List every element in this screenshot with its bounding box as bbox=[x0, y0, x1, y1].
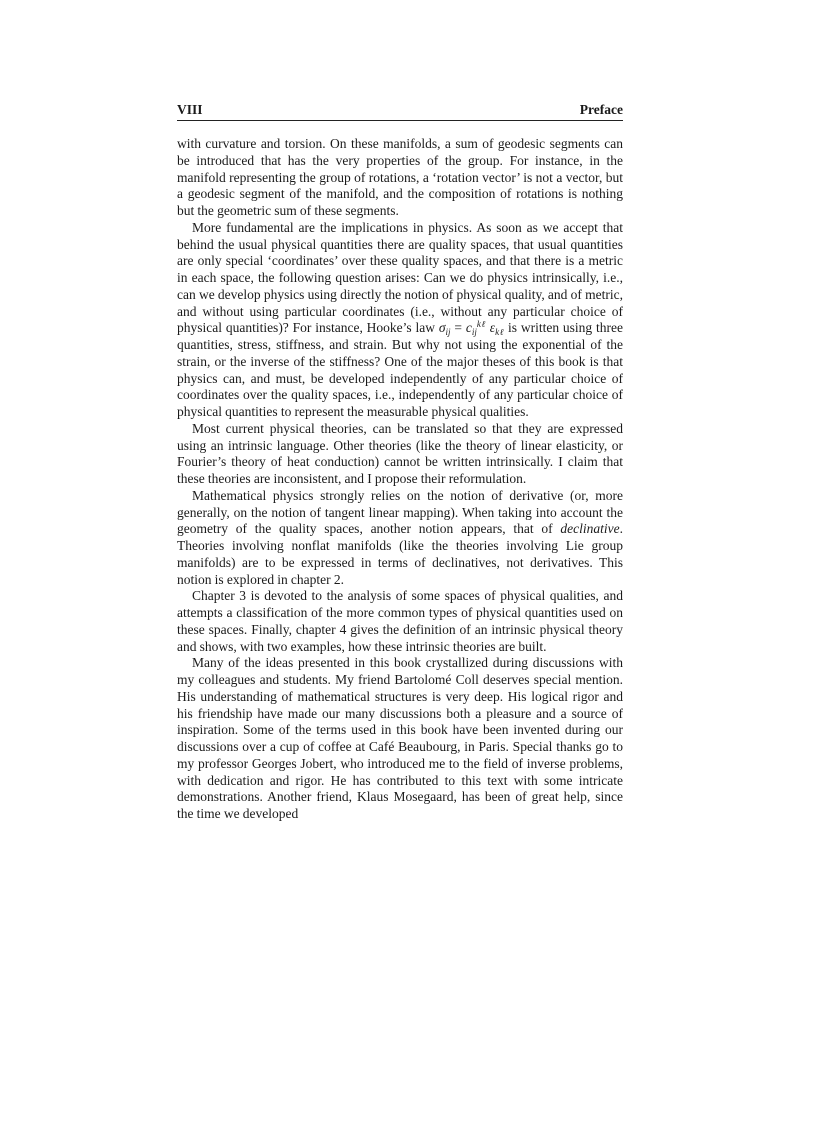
paragraph-4-text-b: . Theories involving nonflat manifolds (like the theories involving Lie group manifolds) are to be expressed in terms of declinatives, not derivatives. This notion is explored in chapter 2. bbox=[177, 521, 623, 587]
formula-c: c bbox=[465, 320, 472, 336]
formula-epsilon: ε bbox=[489, 320, 496, 336]
paragraph-2-text-a: More fundamental are the implications in physics. As soon as we accept that behind the usual physical quantities there are quality spaces, that usual quantities are only special ‘coordinates’ over these quality spaces, and that there is a metric in each space, the following question arises: Can we do physics intrinsically, i.e., can we develop physics using directly the notion of physical quality, and of metric, and without using particular coordinates (i.e., without any particular choice of physical quantities)? For instance, Hooke’s law bbox=[177, 219, 623, 336]
hookes-law-formula bbox=[438, 319, 505, 338]
formula-equals: = bbox=[450, 320, 466, 336]
paragraph-3: Most current physical theories, can be translated so that they are expressed using an intrinsic language. Other theories (like the theory of linear elasticity, or Fourier’s theory of heat conduction) cannot be written intrinsically. I claim that these theories are inconsistent, and I propose their reformulation. bbox=[177, 420, 623, 486]
running-head bbox=[177, 101, 623, 119]
formula-sigma-subscript: ij bbox=[445, 327, 451, 338]
formula-c-subscript: ij bbox=[471, 327, 477, 338]
paragraph-1: with curvature and torsion. On these manifolds, a sum of geodesic segments can be introduced that has the very properties of the group. For instance, in the manifold representing the group of rotations, a ‘rotation vector’ is not a vector, but a geodesic segment of the manifold, and the composition of rotations is nothing but the geometric sum of these segments. bbox=[177, 136, 623, 218]
paragraph-4 bbox=[177, 488, 623, 589]
paragraph-4-text-a: Mathematical physics strongly relies on the notion of derivative (or, more generally, on the notion of tangent linear mapping). When taking into account the geometry of the quality spaces, another notion appears, that of bbox=[177, 487, 623, 537]
paragraph-2-text-b: is written using three quantities, stress, stiffness, and strain. But why not using the exponential of the strain, or the inverse of the stiffness? One of the major theses of this book is that physics can, and must, be developed independently of any particular choice of coordinates over the quality spaces, i.e., independently of any particular choice of physical quantities to represent the measurable physical qualities. bbox=[177, 320, 623, 419]
formula-sigma: σ bbox=[438, 320, 446, 336]
paragraph-2 bbox=[177, 220, 623, 421]
paragraph-6: Many of the ideas presented in this book crystallized during discussions with my colleagues and students. My friend Bartolomé Coll deserves special mention. His understanding of mathematical structures is very deep. His logical rigor and his friendship have made our many discussions both a pleasure and a source of inspiration. Some of the terms used in this book have been invented during our discussions over a cup of coffee at Café Beaubourg, in Paris. Special thanks go to my professor Georges Jobert, who introduced me to the field of inverse problems, with dedication and rigor. He has contributed to this text with some intricate demonstrations. Another friend, Klaus Mosegaard, has been of great help, since the time we developed bbox=[177, 655, 623, 821]
running-title: Preface bbox=[579, 102, 623, 117]
paragraph-5: Chapter 3 is devoted to the analysis of some spaces of physical qualities, and attempts a classification of the more common types of physical quantities used on these spaces. Finally, chapter 4 gives the definition of an intrinsic physical theory and shows, with two examples, how these intrinsic theories are built. bbox=[177, 588, 623, 654]
page-number: VIII bbox=[177, 102, 203, 117]
body-text bbox=[177, 136, 623, 823]
header-rule bbox=[177, 120, 623, 121]
emphasis-declinative: declinative bbox=[560, 521, 620, 537]
formula-epsilon-subscript: kℓ bbox=[495, 327, 505, 338]
formula-c-superscript: kℓ bbox=[476, 319, 486, 330]
